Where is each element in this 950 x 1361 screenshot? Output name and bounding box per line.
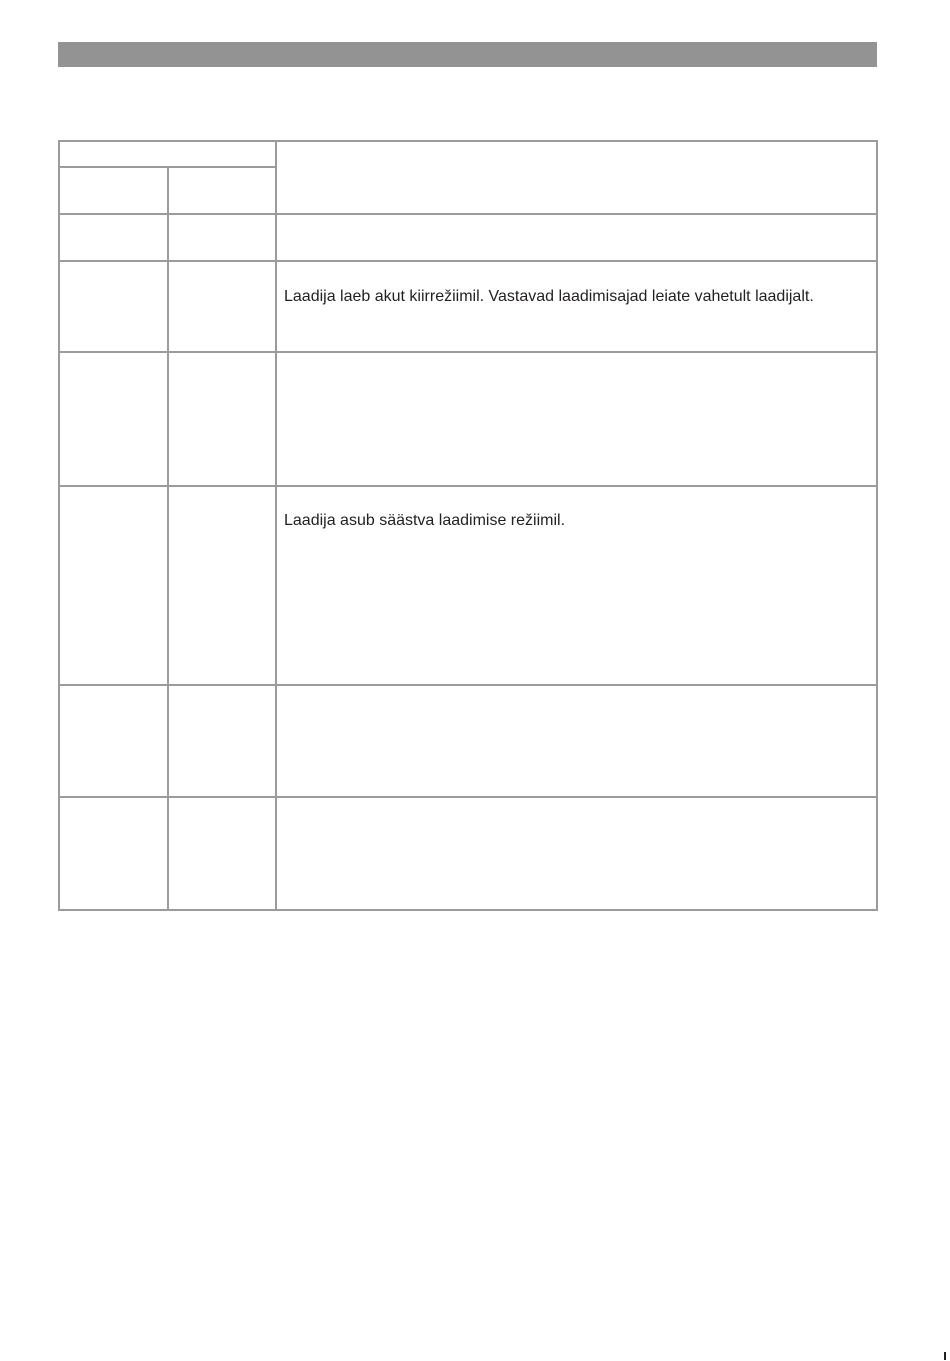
description-cell: [276, 352, 877, 486]
indicator-cell-2: [168, 352, 276, 486]
indicator-cell-1: [59, 486, 168, 685]
indicator-cell-1: [59, 261, 168, 352]
indicator-cell-2: [168, 685, 276, 797]
description-cell: [276, 261, 877, 352]
table-row: [59, 797, 877, 910]
status-table-container: [58, 140, 878, 911]
table-row: [59, 352, 877, 486]
description-text: Laadija laeb akut kiirrežiimil. Vastavad laadimisajad leiate vahetult laadijalt.: [284, 288, 814, 305]
description-cell: [276, 214, 877, 261]
charger-status-table: [58, 140, 878, 911]
table-row: [59, 261, 877, 352]
indicator-cell-1: [59, 352, 168, 486]
page-edge-mark: [944, 1352, 946, 1360]
table-row: [59, 685, 877, 797]
description-cell: [276, 797, 877, 910]
indicator-cell-1: [59, 797, 168, 910]
indicator-cell-1: [59, 214, 168, 261]
header-meaning-cell: [276, 141, 877, 214]
indicator-cell-2: [168, 214, 276, 261]
indicator-cell-2: [168, 797, 276, 910]
table-row: [59, 486, 877, 685]
header-group-cell: [59, 141, 276, 167]
table-header-row: [59, 141, 877, 167]
header-subcell-1: [59, 167, 168, 214]
description-text: Laadija asub säästva laadimise režiimil.: [284, 512, 566, 529]
description-cell: [276, 486, 877, 685]
indicator-cell-2: [168, 261, 276, 352]
indicator-cell-1: [59, 685, 168, 797]
header-subcell-2: [168, 167, 276, 214]
section-header-bar: [58, 42, 877, 67]
table-row: [59, 214, 877, 261]
description-cell: [276, 685, 877, 797]
indicator-cell-2: [168, 486, 276, 685]
